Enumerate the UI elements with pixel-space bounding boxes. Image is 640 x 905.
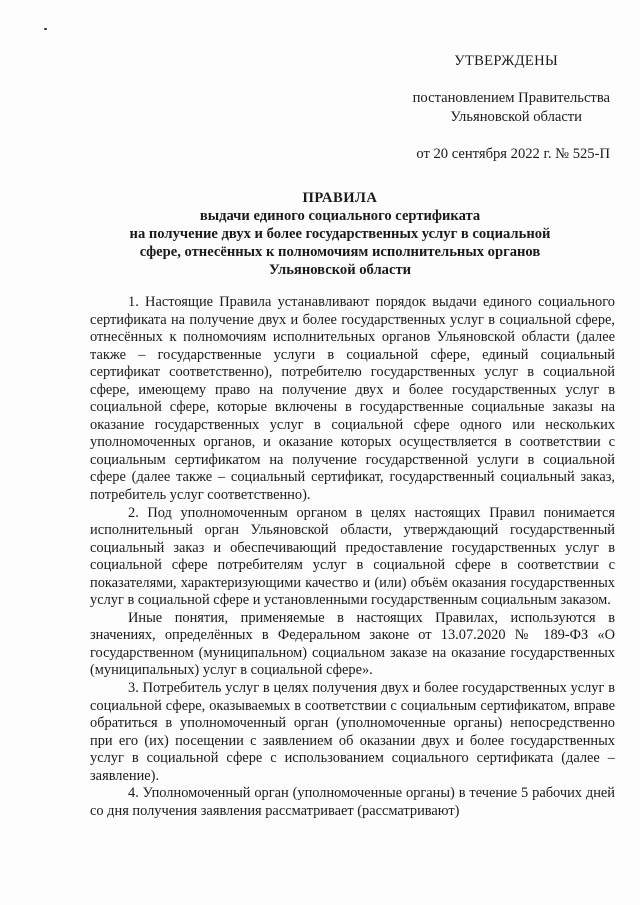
paragraph-4: 4. Уполномоченный орган (уполномоченные органы) в течение 5 рабочих дней со дня получения заявления рассматривает (рассматривают) [90,785,615,819]
title-line-3: сфере, отнесённых к полномочиям исполнительных органов [139,244,541,260]
paragraph-3: 3. Потребитель услуг в целях получения двух и более государственных услуг в социальной сфере, оказываемых в соответствии с социальным сертификатом, вправе обратиться в уполномоченный орган (уполномоченные органы) непосредственно при его (их) посещении с заявлением об оказании двух и более государственных услуг в социальной сфере с использованием социального сертификата (далее – заявление). [90,680,615,784]
resolution-date-line: от 20 сентября 2022 г. № 525-П [416,146,610,162]
document-title [60,189,620,279]
title-line-1: выдачи единого социального сертификата [199,208,481,224]
paragraph-2-continued: Иные понятия, применяемые в настоящих Правилах, используются в значениях, определённых в Федеральном законе от 13.07.2020 № 189-ФЗ «О государственном (муниципальном) социальном заказе на оказание государственных (муниципальных) услуг в социальной сфере». [90,609,615,679]
paragraph-2: 2. Под уполномоченным органом в целях настоящих Правил понимается исполнительный орган Ульяновской области, утверждающий государственный социальный заказ и обеспечивающий предоставление государственных услуг в социальной сфере потребителям услуг в социальной сфере в соответствии с показателями, характеризующими качество и (или) объём оказания государственных услуг в социальной сфере и установленными государственным социальным заказом. [90,504,615,609]
paragraph-1: 1. Настоящие Правила устанавливают порядок выдачи единого социального сертификата на получение двух и более государственных услуг в социальной сфере, отнесённых к полномочиям исполнительных органов Ульяновской области (далее также – государственные услуги в социальной сфере, единый социальный сертификат соответственно), потребителю государственных услуг в социальной сфере, имеющему право на получение двух и более государственных услуг в социальной сфере, которые включены в государственные социальные заказы на оказание государственных услуг в социальной сфере одного или нескольких уполномоченных органов, и оказание которых осуществляется в соответствии с социальным сертификатом на получение государственной услуги в социальной сфере (далее также – социальный сертификат, государственный социальный заказ, потребитель услуг соответственно). [90,294,615,504]
approved-heading: УТВЕРЖДЕНЫ [454,53,558,69]
scan-speck [44,28,47,30]
approved-by-line: постановлением Правительства [412,90,610,106]
document-body [90,294,615,820]
title-main: ПРАВИЛА [302,190,378,206]
title-line-2: на получение двух и более государственных услуг в социальной [129,226,551,242]
approved-region-line: Ульяновской области [450,109,582,125]
title-line-4: Ульяновской области [268,262,412,278]
